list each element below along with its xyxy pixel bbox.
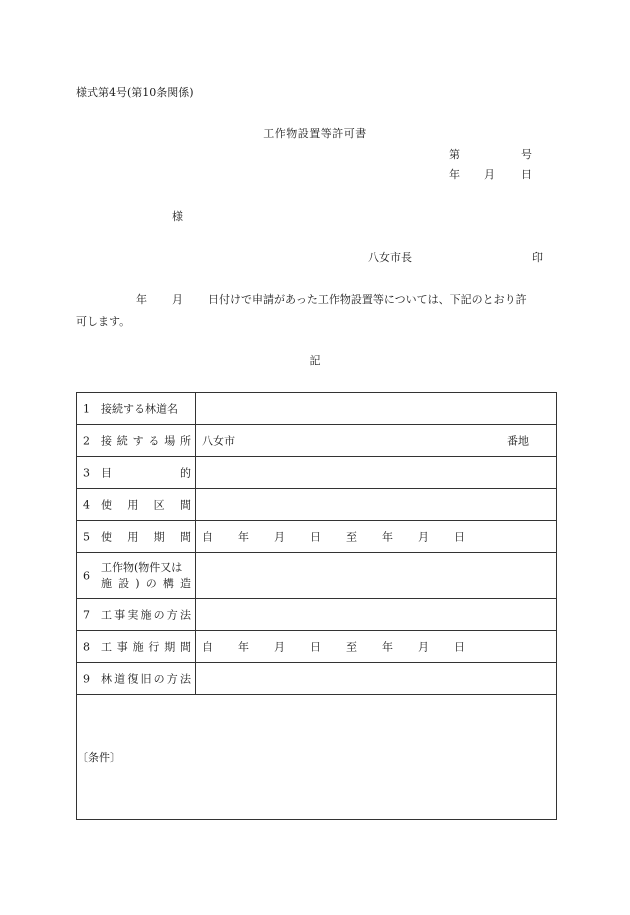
forest-road-name-field[interactable] bbox=[196, 393, 557, 425]
restoration-method-field[interactable] bbox=[196, 663, 557, 695]
row-number: 6 bbox=[83, 569, 90, 582]
label-char: 的 bbox=[180, 466, 191, 479]
label-char: 林 bbox=[101, 672, 112, 685]
construction-period-field[interactable] bbox=[196, 631, 557, 663]
period-to: 至 bbox=[346, 530, 357, 543]
table-row bbox=[77, 393, 557, 425]
date-year-label: 年 bbox=[449, 168, 460, 181]
label-char: 工 bbox=[101, 640, 112, 653]
label-char: 法 bbox=[179, 672, 191, 685]
body-year-label: 年 bbox=[136, 293, 147, 306]
label-char: 使 bbox=[101, 530, 112, 543]
period-month: 月 bbox=[274, 530, 285, 543]
label-char: 間 bbox=[179, 640, 191, 653]
row-label-cell bbox=[77, 393, 196, 425]
row-number: 1 bbox=[83, 402, 90, 415]
purpose-field[interactable] bbox=[196, 457, 557, 489]
period-day: 日 bbox=[310, 530, 321, 543]
row-number: 8 bbox=[83, 640, 90, 653]
label-char: 造 bbox=[180, 576, 191, 590]
row-label-line-2 bbox=[101, 576, 191, 592]
issuer-title: 八女市長 bbox=[368, 251, 412, 264]
row-label bbox=[101, 609, 191, 620]
label-char: 施 bbox=[140, 608, 152, 621]
label-char: 事 bbox=[114, 608, 126, 621]
table-row bbox=[77, 425, 557, 457]
label-char: す bbox=[132, 434, 144, 447]
label-char: 用 bbox=[127, 498, 139, 511]
row-label bbox=[101, 673, 191, 684]
label-char: 実 bbox=[127, 608, 139, 621]
row-label-cell bbox=[77, 663, 196, 695]
row-label-line-1: 工作物(物件又は bbox=[101, 560, 183, 574]
number-dai-label: 第 bbox=[449, 148, 460, 161]
period-year: 年 bbox=[382, 530, 393, 543]
permit-table bbox=[76, 392, 557, 820]
period-month: 月 bbox=[274, 640, 285, 653]
period-year: 年 bbox=[238, 530, 249, 543]
table-row bbox=[77, 521, 557, 553]
row-number: 7 bbox=[83, 608, 90, 621]
table-row bbox=[77, 695, 557, 820]
body-text: 日付けで申請があった工作物設置等については、下記のとおり許 bbox=[208, 293, 527, 306]
label-char: 工 bbox=[101, 608, 112, 621]
connection-place-field[interactable] bbox=[196, 425, 557, 457]
period-day: 日 bbox=[454, 530, 465, 543]
date-month-label: 月 bbox=[484, 168, 495, 181]
label-char: 続 bbox=[116, 434, 128, 447]
number-go-label: 号 bbox=[521, 148, 532, 161]
label-char: 構 bbox=[162, 576, 174, 590]
label-char: 用 bbox=[127, 530, 139, 543]
label-char: 方 bbox=[166, 672, 178, 685]
label-char: 期 bbox=[153, 530, 165, 543]
label-char: の bbox=[145, 576, 157, 590]
table-row bbox=[77, 457, 557, 489]
row-label-cell bbox=[77, 631, 196, 663]
row-label bbox=[101, 467, 191, 478]
row-number: 9 bbox=[83, 672, 90, 685]
row-number: 3 bbox=[83, 466, 90, 479]
table-row bbox=[77, 489, 557, 521]
label-char: 設 bbox=[118, 576, 130, 590]
label-char: 目 bbox=[101, 466, 112, 479]
row-number: 2 bbox=[83, 434, 90, 447]
label-char: 旧 bbox=[140, 672, 152, 685]
row-label bbox=[101, 499, 191, 510]
seal-mark: 印 bbox=[532, 251, 543, 264]
addressee-suffix: 様 bbox=[172, 210, 183, 223]
label-char: 法 bbox=[179, 608, 191, 621]
label-char: 場 bbox=[164, 434, 176, 447]
row-label-cell bbox=[77, 553, 196, 599]
period-month: 月 bbox=[418, 530, 429, 543]
table-row bbox=[77, 631, 557, 663]
conditions-label: 〔条件〕 bbox=[77, 750, 121, 764]
city-name: 八女市 bbox=[202, 434, 235, 447]
label-char: の bbox=[153, 672, 165, 685]
label-char: の bbox=[153, 608, 165, 621]
usage-period-field[interactable] bbox=[196, 521, 557, 553]
structure-field[interactable] bbox=[196, 553, 557, 599]
label-char: 復 bbox=[127, 672, 139, 685]
period-month: 月 bbox=[418, 640, 429, 653]
row-label-cell bbox=[77, 599, 196, 631]
row-label-cell bbox=[77, 457, 196, 489]
usage-section-field[interactable] bbox=[196, 489, 557, 521]
table-row bbox=[77, 663, 557, 695]
date-day-label: 日 bbox=[521, 168, 532, 181]
label-char: 期 bbox=[164, 640, 176, 653]
row-number: 4 bbox=[83, 498, 90, 511]
period-year: 年 bbox=[382, 640, 393, 653]
ki-heading: 記 bbox=[309, 354, 321, 367]
label-char: 接 bbox=[101, 434, 112, 447]
label-char: 間 bbox=[179, 498, 191, 511]
table-row bbox=[77, 553, 557, 599]
row-label bbox=[101, 560, 191, 592]
row-label bbox=[101, 641, 191, 652]
label-char: 使 bbox=[101, 498, 112, 511]
label-char: る bbox=[148, 434, 160, 447]
body-line-2: 可します。 bbox=[76, 315, 131, 328]
body-month-label: 月 bbox=[172, 293, 183, 306]
label-char: 施 bbox=[101, 576, 112, 590]
form-number: 様式第4号(第10条関係) bbox=[76, 86, 194, 99]
document-title: 工作物設置等許可書 bbox=[263, 127, 367, 140]
row-number: 5 bbox=[83, 530, 90, 543]
row-label-cell bbox=[77, 425, 196, 457]
label-char: 事 bbox=[116, 640, 128, 653]
label-char: 道 bbox=[114, 672, 126, 685]
construction-method-field[interactable] bbox=[196, 599, 557, 631]
row-label: 接続する林道名 bbox=[101, 402, 178, 415]
row-label-cell bbox=[77, 489, 196, 521]
period-day: 日 bbox=[310, 640, 321, 653]
period-to: 至 bbox=[346, 640, 357, 653]
banchi-label: 番地 bbox=[507, 434, 529, 447]
label-char: 所 bbox=[179, 434, 191, 447]
row-label bbox=[101, 435, 191, 446]
period-day: 日 bbox=[454, 640, 465, 653]
period-from: 自 bbox=[202, 640, 213, 653]
label-char: 区 bbox=[153, 498, 165, 511]
period-from: 自 bbox=[202, 530, 213, 543]
period-year: 年 bbox=[238, 640, 249, 653]
label-char: 行 bbox=[148, 640, 160, 653]
row-label bbox=[101, 531, 191, 542]
label-char: 間 bbox=[179, 530, 191, 543]
row-label-cell bbox=[77, 521, 196, 553]
conditions-field[interactable] bbox=[77, 695, 557, 820]
table-row bbox=[77, 599, 557, 631]
label-char: ) bbox=[135, 576, 140, 590]
label-char: 施 bbox=[132, 640, 144, 653]
label-char: 方 bbox=[166, 608, 178, 621]
